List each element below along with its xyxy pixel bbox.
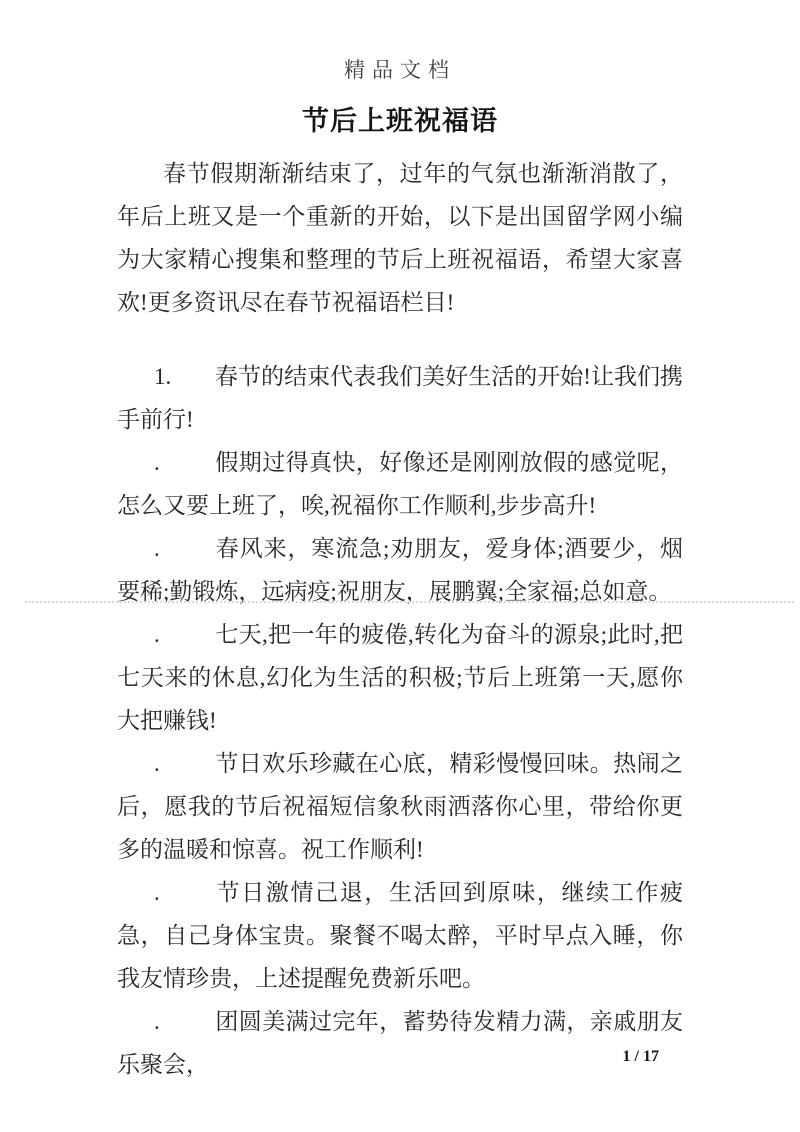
item-marker: . bbox=[154, 1009, 160, 1034]
item-marker: . bbox=[154, 880, 160, 905]
item-marker: . bbox=[154, 751, 160, 776]
item-text: 节日欢乐珍藏在心底，精彩慢慢回味。热闹之后，愿我的节后祝福短信象秋雨洒落你心里，带给你更多的温暖和惊喜。祝工作顺利! bbox=[117, 751, 683, 862]
item-text: 节日激情己退，生活回到原味，继续工作疲急，自己身体宝贵。聚餐不喝太醉，平时早点入睡，你我友情珍贵，上述提醒免费新乐吧。 bbox=[117, 880, 683, 991]
blessing-item bbox=[117, 1000, 683, 1086]
item-marker: . bbox=[154, 622, 160, 647]
blessing-item bbox=[117, 441, 683, 527]
item-text: 假期过得真快，好像还是刚刚放假的感觉呢，怎么又要上班了，唉,祝福你工作顺利,步步高升! bbox=[117, 450, 683, 518]
item-marker: . bbox=[154, 450, 160, 475]
blessing-item bbox=[117, 871, 683, 1000]
intro-paragraph: 春节假期渐渐结束了，过年的气氛也渐渐消散了，年后上班又是一个重新的开始，以下是出国留学网小编为大家精心搜集和整理的节后上班祝福语，希望大家喜欢!更多资讯尽在春节祝福语栏目! bbox=[117, 161, 683, 315]
item-text: 团圆美满过完年，蓄势待发精力满，亲戚朋友乐聚会， bbox=[117, 1009, 683, 1077]
page-title: 节后上班祝福语 bbox=[302, 106, 498, 136]
item-marker: . bbox=[154, 536, 160, 561]
item-text: 春节的结束代表我们美好生活的开始!让我们携手前行! bbox=[117, 364, 683, 432]
blessing-item bbox=[117, 613, 683, 742]
watermark-header: 精品文档 bbox=[344, 58, 456, 82]
page-number: 1 / 17 bbox=[622, 1048, 659, 1065]
document-body bbox=[117, 152, 683, 1086]
item-marker: 1. bbox=[154, 364, 172, 389]
item-text: 七天,把一年的疲倦,转化为奋斗的源泉;此时,把七天来的休息,幻化为生活的积极;节后上班第一天,愿你大把赚钱! bbox=[117, 622, 683, 733]
blessing-list bbox=[117, 355, 683, 1086]
blessing-item bbox=[117, 355, 683, 441]
page-break-dotted-line bbox=[25, 601, 794, 603]
blessing-item bbox=[117, 742, 683, 871]
item-text: 春风来，寒流急;劝朋友，爱身体;酒要少，烟要稀;勤锻炼，远病疫;祝朋友，展鹏翼;全家福;总如意。 bbox=[117, 536, 683, 604]
